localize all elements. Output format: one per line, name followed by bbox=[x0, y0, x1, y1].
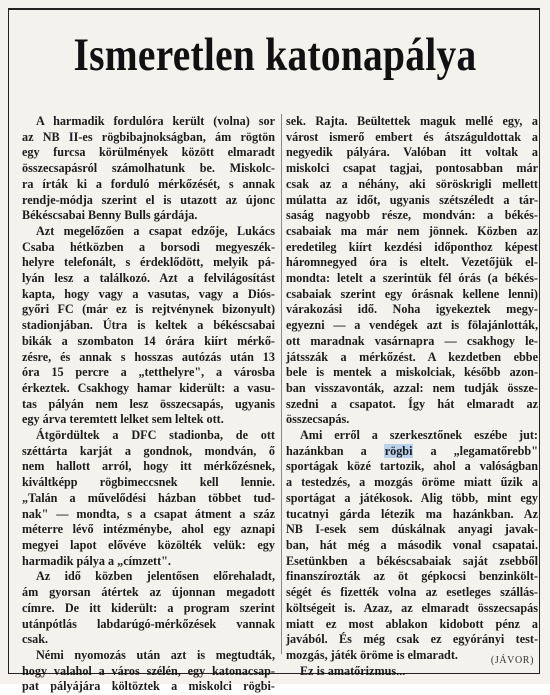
text-line: eredetileg kiírt kezdési időponthoz képest bbox=[286, 239, 538, 254]
text-line: Az idő közben jelentősen előrehaladt, bbox=[36, 569, 275, 584]
text-line: lyán lesz a találkozó. Azt a felvilágosítást bbox=[22, 271, 275, 286]
article-column-left bbox=[22, 114, 275, 695]
author-signature: (JÁVOR) bbox=[490, 655, 534, 666]
text-line: egy furcsa körülmények között elmaradt bbox=[22, 145, 275, 160]
text-line: összecsapás. bbox=[286, 412, 350, 427]
text-line: ségét és fizették volna az esetleges szállás- bbox=[286, 585, 538, 600]
text-line: sportágak közé tartozik, ahol a valóságban bbox=[286, 459, 538, 474]
text-line: Esetünkben a békéscsabaiak saját zsebből bbox=[286, 553, 538, 568]
text-line: A harmadik fordulóra került (volna) sor bbox=[36, 114, 275, 128]
text-line: ott maradnak vasárnapra — csakhogy le- bbox=[286, 333, 538, 348]
text-line: mondta: letelt a szerintük fél órás (a békés- bbox=[286, 271, 538, 286]
text-line: egy árva teremtett lelket sem leltek ott. bbox=[22, 412, 224, 427]
text-line: pat pályájára költöztek a miskolci rögbi- bbox=[22, 679, 275, 694]
text-fragment: hazánkban a bbox=[286, 443, 384, 458]
text-line: Némi nyomozás után azt is megtudták, bbox=[36, 647, 275, 662]
text-line: óra 15 percre a „tetthelyre", a városba bbox=[22, 365, 275, 380]
text-line: rendje-módja szerint el is utazott az újonc bbox=[22, 192, 275, 207]
text-line: bikák a szombaton 14 órára kiírt mérkő- bbox=[22, 333, 275, 348]
article-column-right bbox=[286, 114, 538, 679]
text-line bbox=[286, 444, 538, 460]
text-line: bele is mentek a miskolciak, később azon- bbox=[286, 365, 538, 380]
text-line: Csaba hétközben a borsodi megyeszék- bbox=[22, 239, 275, 254]
text-line: tucatnyi gárda létezik ma hazánkban. Az bbox=[286, 506, 538, 521]
text-line: érkeztek. Csakhogy hamar kiderült: a vasu- bbox=[22, 380, 275, 395]
text-line: miatt ez most ablakon kidobott pénz a bbox=[286, 616, 538, 631]
text-line: csabaiak szerint egy órásnak kellene lenni) bbox=[286, 286, 538, 301]
text-line: Ami erről a szerkesztőnek eszébe jut: bbox=[300, 428, 538, 443]
frame-right-rule bbox=[539, 8, 540, 674]
text-fragment: a „legamatőrebb" bbox=[413, 443, 538, 458]
text-line: stadionjában. Útra is keltek a békéscsabai bbox=[22, 318, 275, 333]
text-line: sek. Rajta. Beültettek maguk mellé egy, a bbox=[286, 114, 538, 128]
text-line: egyezni — a vendégek azt is fölajánlották, bbox=[286, 318, 538, 333]
column-divider bbox=[281, 114, 282, 654]
text-line: utánpótlás labdarúgó-mérkőzések vannak bbox=[22, 616, 275, 631]
text-line: ban, hát még a második vonal csapatai. bbox=[286, 537, 538, 552]
article-headline: Ismeretlen katonapálya bbox=[73, 29, 477, 81]
text-line: ban visszavonták, azzal: nem tudják össze- bbox=[286, 380, 538, 395]
text-line: háromnegyed óra is eltelt. Vezetőjük el- bbox=[286, 255, 538, 270]
text-line: várost ismerő embert és átszáguldottak a bbox=[286, 129, 538, 144]
text-line: sportágat a játékosok. Alig több, mint egy bbox=[286, 490, 538, 505]
text-line: hogy valahol a város szélén, egy katonacsap- bbox=[22, 663, 275, 678]
text-line: az NB II-es rögbibajnokságban, ám rögtön bbox=[22, 129, 275, 144]
text-line: kiváltképp rögbimeccsnek kell lennie. bbox=[22, 475, 275, 490]
text-line: költségeit is. Azaz, az elmaradt összecsapás bbox=[286, 600, 538, 615]
text-line: címre. De itt kiderült: a program szerint bbox=[22, 600, 275, 615]
text-line: javából. És még csak ez egyórányi test- bbox=[286, 632, 538, 647]
text-line: széttárta karját a gondnok, mondván, ő bbox=[22, 443, 275, 458]
text-line: szedni a csapatot. Így hát elmaradt az bbox=[286, 396, 538, 411]
frame-left-rule bbox=[8, 8, 9, 674]
text-line: csabaiak ma már nem jönnek. Közben az bbox=[286, 223, 538, 238]
text-line: várakozási idő. Noha igyekeztek megy- bbox=[286, 302, 538, 317]
frame-top-rule bbox=[8, 8, 540, 10]
text-line: ám gyorsan átértek az újonnan megadott bbox=[22, 585, 275, 600]
text-line: zésre, és annak s hosszas autózás után 13 bbox=[22, 349, 275, 364]
text-line: harmadik pálya a „címzett". bbox=[22, 553, 171, 568]
text-line: nak" — mondta, s a csapat átment a száz bbox=[22, 506, 275, 521]
text-line: miskolci csapat tagjai, pontosabban már bbox=[286, 161, 538, 176]
text-line: győri FC (már ez is rejtvénynek bizonyult) bbox=[22, 302, 275, 317]
text-line: negyedik pályára. Valóban itt voltak a bbox=[286, 145, 538, 160]
text-line: tas pályán nem lesz összecsapás, ugyanis bbox=[22, 396, 275, 411]
text-line: Azt megelőzően a csapat edzője, Lukács bbox=[36, 223, 275, 238]
text-line: mozgás, játék öröme is elmaradt. bbox=[286, 647, 458, 662]
text-line: Békéscsabai Benny Bulls gárdája. bbox=[22, 208, 198, 223]
text-line: Átgördültek a DFC stadionba, de ott bbox=[36, 428, 275, 443]
text-line: megyei lapot elővéve közölték velük: egy bbox=[22, 537, 275, 552]
text-line: múlatta az időt, ugyanis szétszéledt a tár- bbox=[286, 192, 538, 207]
highlighted-word: rögbi bbox=[384, 443, 413, 458]
text-line: „Talán a művelődési házban többet tud- bbox=[22, 490, 275, 505]
text-line: játsszák a mérkőzést. A kezdetben ebbe bbox=[286, 349, 538, 364]
text-line: csak az a néhány, aki söröskrigli mellett bbox=[286, 176, 538, 191]
text-line: Ez is amatőrizmus... bbox=[300, 663, 406, 678]
text-line: csak. bbox=[22, 632, 49, 647]
text-line: kapta, hogy vagy a vasutas, vagy a Diós- bbox=[22, 286, 275, 301]
text-line: a testedzés, a mozgás öröme miatt űzik a bbox=[286, 475, 538, 490]
text-line: finanszírozták az öt gépkocsi benzinkölt- bbox=[286, 569, 538, 584]
text-line: saság nagyobb része, mondván: a békés- bbox=[286, 208, 538, 223]
text-line: nem hallott arról, hogy itt mérkőzésnek, bbox=[22, 459, 275, 474]
text-line: összecsapásról számolhatunk be. Miskolc- bbox=[22, 161, 275, 176]
text-line: ra írták ki a forduló mérkőzését, s annak bbox=[22, 176, 275, 191]
text-line: méterre lévő intézménybe, ahol egy aznapi bbox=[22, 522, 275, 537]
text-line: helyre telefonált, s érdeklődött, melyik pá- bbox=[22, 255, 275, 270]
text-line: NB I-esek sem dúskálnak anyagi javak- bbox=[286, 522, 538, 537]
